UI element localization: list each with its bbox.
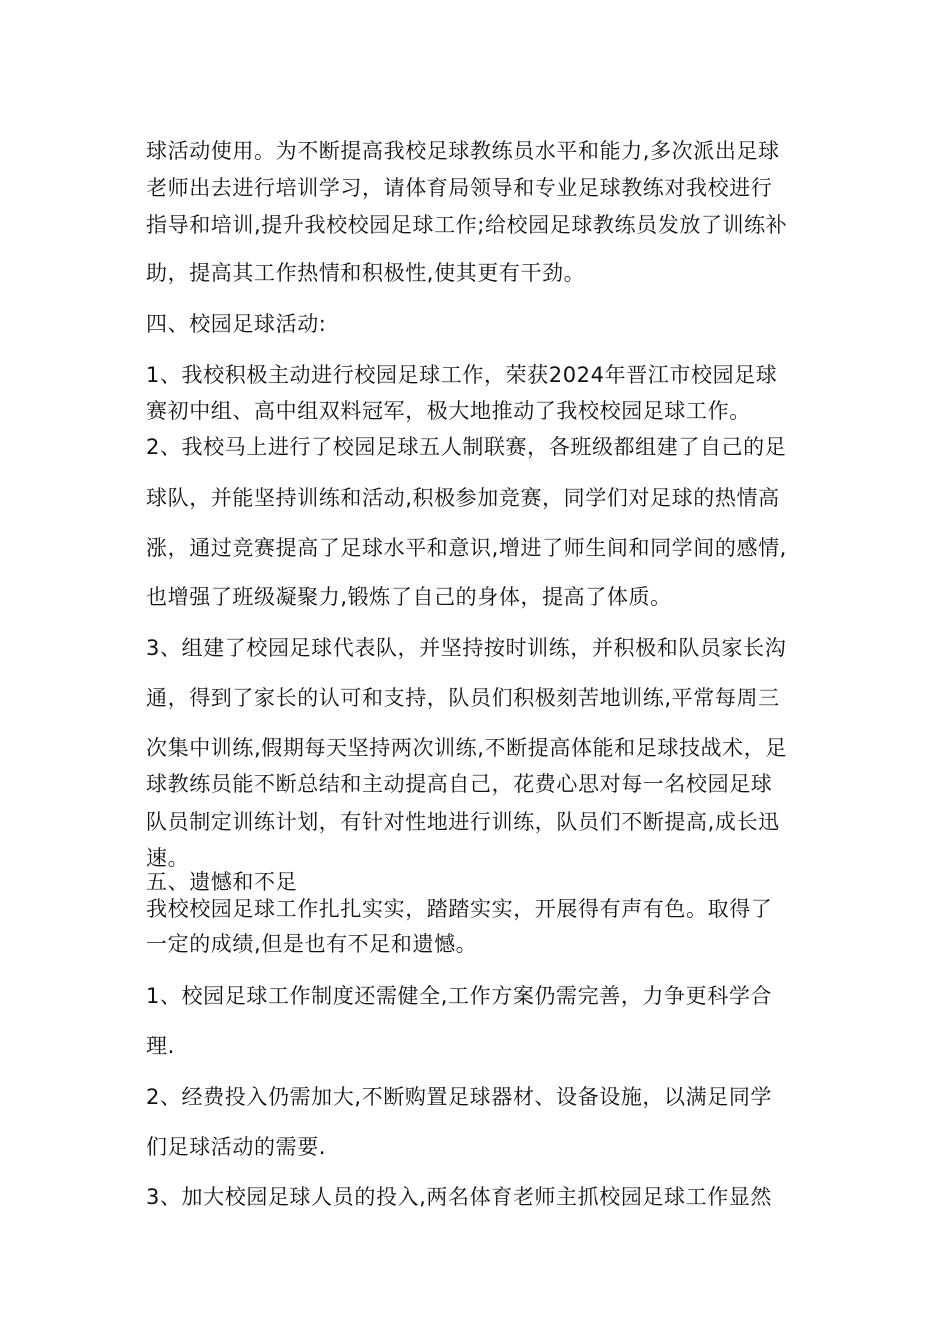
text-line: 赛初中组、高中组双料冠军，极大地推动了我校校园足球工作。	[146, 399, 751, 423]
text-line: 也增强了班级凝聚力,锻炼了自己的身体，提高了体质。	[146, 585, 672, 609]
text-line: 们足球活动的需要.	[146, 1135, 327, 1159]
text-line: 速。	[146, 846, 190, 870]
text-line: 球活动使用。为不断提高我校足球教练员水平和能力,多次派出足球	[146, 139, 780, 163]
text-line: 1、校园足球工作制度还需健全,工作方案仍需完善，力争更科学合	[146, 984, 773, 1008]
text-line: 1、我校积极主动进行校园足球工作，荣获2024年晋江市校园足球	[146, 363, 778, 387]
text-line: 球教练员能不断总结和主动提高自己，花费心思对每一名校园足球	[146, 772, 773, 796]
text-line: 通，得到了家长的认可和支持，队员们积极刻苦地训练,平常每周三	[146, 686, 780, 710]
text-line: 次集中训练,假期每天坚持两次训练,不断提高体能和足球技战术，足	[146, 736, 787, 760]
text-line: 2、我校马上进行了校园足球五人制联赛，各班级都组建了自己的足	[146, 435, 787, 459]
section-heading: 四、校园足球活动:	[146, 312, 327, 336]
text-line: 指导和培训,提升我校校园足球工作;给校园足球教练员发放了训练补	[146, 213, 788, 237]
text-line: 涨，通过竞赛提高了足球水平和意识,增进了师生间和同学间的感情,	[146, 536, 787, 560]
text-line: 我校校园足球工作扎扎实实，踏踏实实，开展得有声有色。取得了	[146, 897, 773, 921]
text-line: 2、经费投入仍需加大,不断购置足球器材、设备设施，以满足同学	[146, 1085, 773, 1109]
text-line: 3、组建了校园足球代表队，并坚持按时训练，并积极和队员家长沟	[146, 636, 787, 660]
section-heading: 五、遗憾和不足	[146, 870, 298, 894]
text-line: 助，提高其工作热情和积极性,使其更有干劲。	[146, 261, 586, 285]
text-line: 球队，并能坚持训练和活动,积极参加竞赛，同学们对足球的热情高	[146, 486, 780, 510]
text-line: 老师出去进行培训学习，请体育局领导和专业足球教练对我校进行	[146, 176, 773, 200]
text-line: 3、加大校园足球人员的投入,两名体育老师主抓校园足球工作显然	[146, 1185, 773, 1209]
text-line: 理.	[146, 1034, 175, 1058]
text-line: 队员制定训练计划，有针对性地进行训练，队员们不断提高,成长迅	[146, 810, 780, 834]
text-line: 一定的成绩,但是也有不足和遗憾。	[146, 932, 478, 956]
